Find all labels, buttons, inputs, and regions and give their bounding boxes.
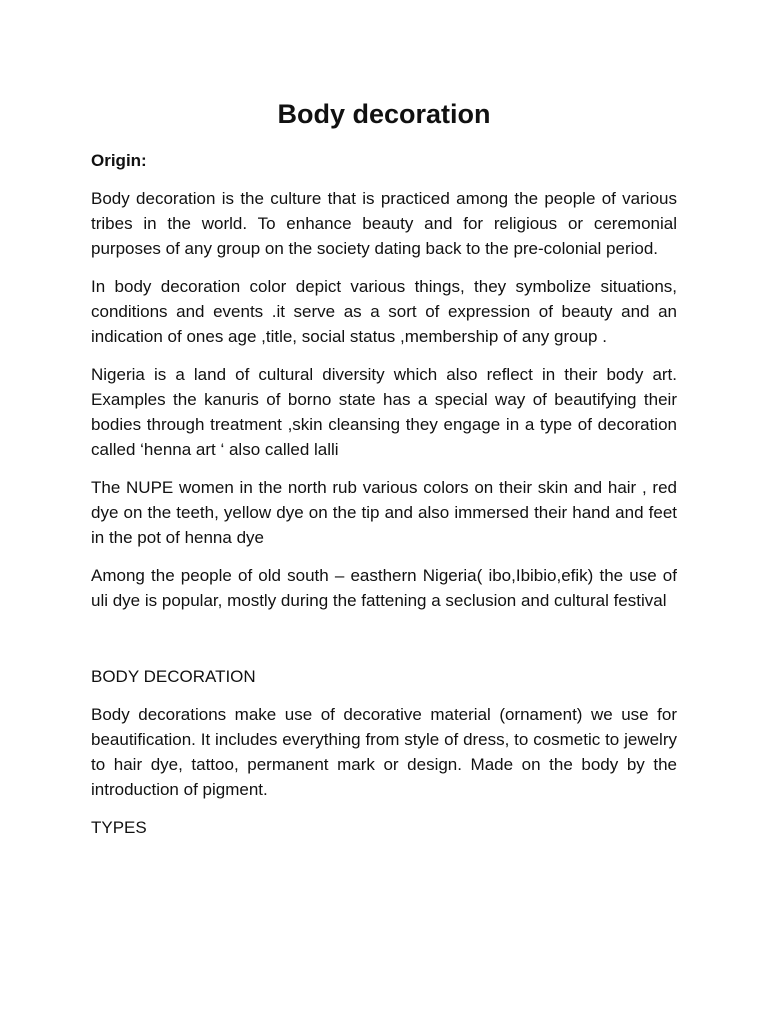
paragraph-4: The NUPE women in the north rub various colors on their skin and hair , red dye on the teeth, yellow dye on the tip and also immersed their hand and feet in the pot of henna dye (91, 478, 677, 547)
paragraph-2: In body decoration color depict various things, they symbolize situations, conditions and events .it serve as a sort of expression of beauty and an indication of ones age ,title, social status ,membership of any group . (91, 277, 677, 346)
paragraph-5: Among the people of old south – easthern Nigeria( ibo,Ibibio,efik) the use of uli dye is popular, mostly during the fattening a seclusion and cultural festival (91, 566, 677, 610)
types-heading: TYPES (91, 818, 147, 837)
origin-heading: Origin: (91, 151, 147, 170)
paragraph-3: Nigeria is a land of cultural diversity which also reflect in their body art. Examples the kanuris of borno state has a special way of beautifying their bodies through treatment ,skin cleansing they engage in a type of decoration called ‘henna art ‘ also called lalli (91, 365, 677, 459)
section-paragraph: Body decorations make use of decorative material (ornament) we use for beautification. It includes everything from style of dress, to cosmetic to jewelry to hair dye, tattoo, permanent mark or design. Made on the body by the introduction of pigment. (91, 705, 677, 799)
paragraph-1: Body decoration is the culture that is practiced among the people of various tribes in the world. To enhance beauty and for religious or ceremonial purposes of any group on the society dating back to the pre-colonial period. (91, 189, 677, 258)
document-title: Body decoration (277, 99, 491, 129)
section-heading: BODY DECORATION (91, 667, 256, 686)
document-body (91, 148, 677, 853)
